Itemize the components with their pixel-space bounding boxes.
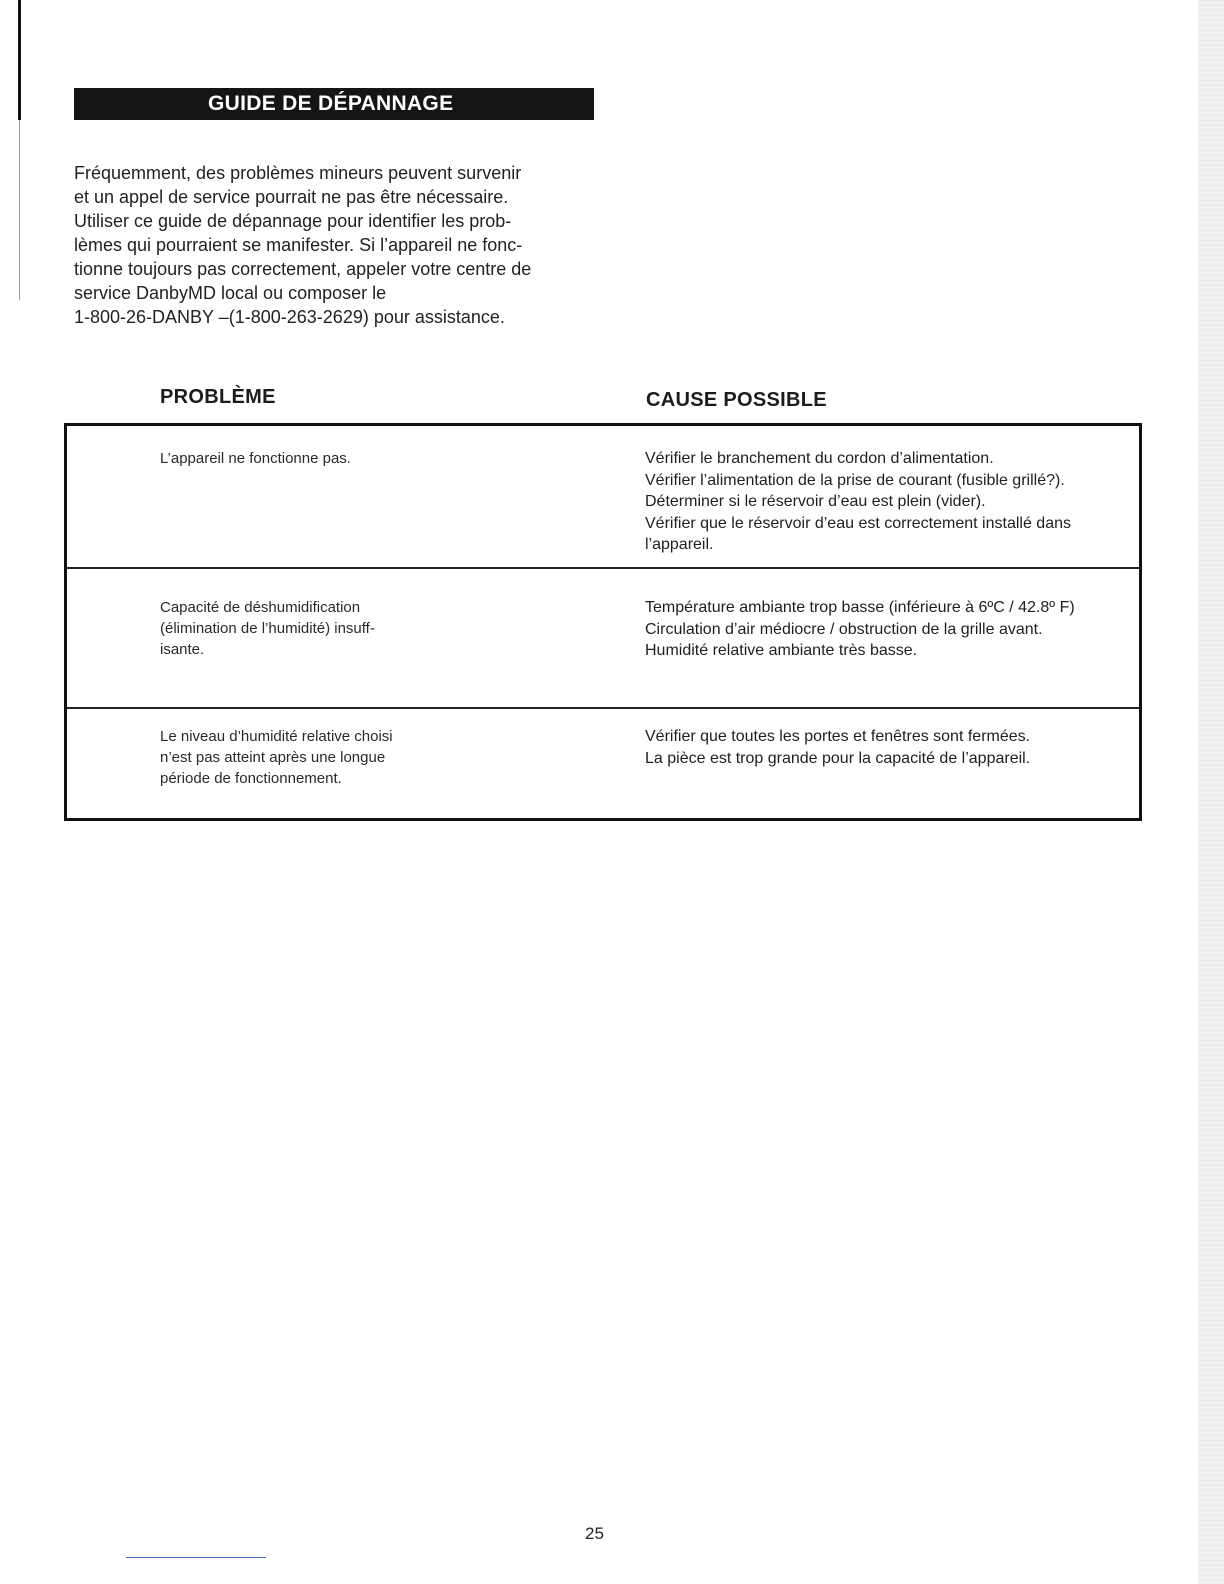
row-divider <box>67 707 1139 709</box>
problem-cell <box>160 726 393 789</box>
problem-line: n’est pas atteint après une longue <box>160 749 386 766</box>
page-number: 25 <box>585 1524 604 1543</box>
intro-line: et un appel de service pourrait ne pas être nécessaire. <box>74 187 509 207</box>
intro-line: Fréquemment, des problèmes mineurs peuvent survenir <box>74 163 522 183</box>
cause-cell <box>645 726 1030 769</box>
cause-line: Vérifier que toutes les portes et fenêtres sont fermées. <box>645 728 1031 745</box>
problem-line: Capacité de déshumidification <box>160 599 361 616</box>
cause-line: Humidité relative ambiante très basse. <box>645 642 918 659</box>
problem-cell <box>160 597 375 660</box>
cause-line: La pièce est trop grande pour la capacité de l’appareil. <box>645 749 1031 767</box>
troubleshooting-table <box>64 423 1142 821</box>
cause-cell <box>645 597 1075 662</box>
intro-line: Utiliser ce guide de dépannage pour identifier les prob- <box>74 211 512 231</box>
cause-line: Vérifier l’alimentation de la prise de courant (fusible grillé?). <box>645 471 1065 489</box>
intro-line: tionne toujours pas correctement, appeler votre centre de <box>74 259 532 279</box>
cause-line: Vérifier que le réservoir d’eau est correctement installé dans <box>645 514 1071 532</box>
left-margin-rule <box>18 0 21 120</box>
bottom-margin-line <box>126 1557 266 1558</box>
problem-line: période de fonctionnement. <box>160 770 342 787</box>
problem-column-header: PROBLÈME <box>160 386 276 408</box>
scan-edge-strip <box>1198 0 1224 1584</box>
problem-line: Le niveau d’humidité relative choisi <box>160 728 393 745</box>
intro-line: 1-800-26-DANBY –(1-800-263-2629) pour assistance. <box>74 307 505 327</box>
problem-line: isante. <box>160 641 205 658</box>
section-title: GUIDE DE DÉPANNAGE <box>208 92 454 115</box>
cause-line: Vérifier le branchement du cordon d’alimentation. <box>645 450 994 467</box>
intro-paragraph <box>74 161 614 329</box>
cause-line: Température ambiante trop basse (inférieure à 6ºC / 42.8º F) <box>645 599 1075 616</box>
section-title-bar <box>74 88 594 120</box>
row-divider <box>67 567 1139 569</box>
intro-line: lèmes qui pourraient se manifester. Si l’appareil ne fonc- <box>74 235 523 255</box>
cause-line: Déterminer si le réservoir d’eau est plein (vider). <box>645 493 986 510</box>
left-margin-rule-faint <box>19 120 20 300</box>
problem-cell <box>160 448 351 469</box>
cause-column-header: CAUSE POSSIBLE <box>646 389 827 411</box>
cause-line: l’appareil. <box>645 536 714 553</box>
cause-cell <box>645 448 1071 556</box>
problem-line: L’appareil ne fonctionne pas. <box>160 450 351 467</box>
problem-line: (élimination de l’humidité) insuff- <box>160 620 375 637</box>
intro-line: service DanbyMD local ou composer le <box>74 283 387 303</box>
cause-line: Circulation d’air médiocre / obstruction de la grille avant. <box>645 620 1043 638</box>
